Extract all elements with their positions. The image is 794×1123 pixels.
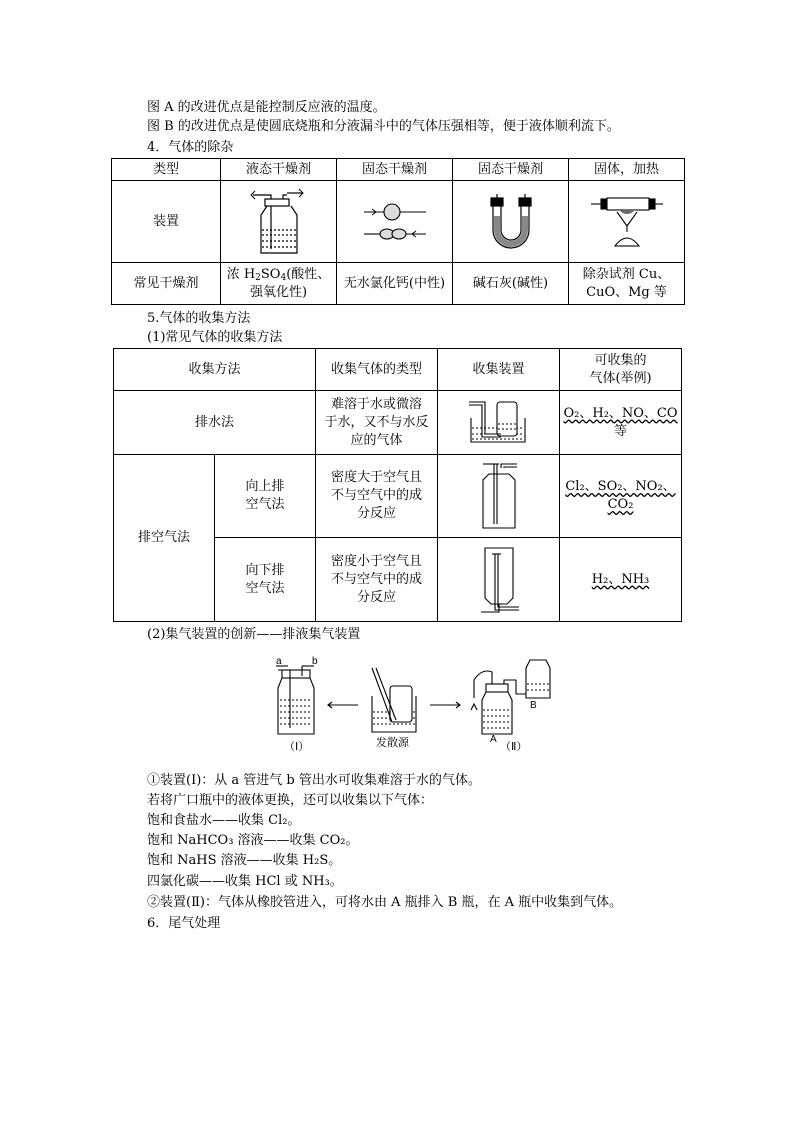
air-up-examples [560,455,682,538]
label-device-II: （Ⅱ） [500,741,528,753]
intro-line-a: 图 A 的改进优点是能控制反应液的温度。 [147,100,386,115]
air-down-device [438,538,560,622]
air-up-type-2: 不与空气中的成 [331,488,423,503]
air-up-method [215,455,316,538]
air-down-method-2: 空气法 [245,580,285,596]
note-1: ①装置(Ⅰ)：从 a 管进气 b 管出水可收集难溶于水的气体。 [147,773,481,788]
section5-sub1: (1)常见气体的收集方法 [147,330,283,345]
water-examples [560,391,682,455]
drying-header-liquid: 液态干燥剂 [221,159,337,181]
air-down-type-2: 不与空气中的成 [331,571,423,587]
drying-header-type: 类型 [112,159,221,181]
label-source: 发散源 [376,737,409,749]
water-type-2: 于水，又不与水反 [324,414,429,430]
water-examples-2: 等 [614,423,628,439]
intro-line-b: 图 B 的改进优点是使圆底烧瓶和分液漏斗中的气体压强相等，便于液体顺利流下。 [147,119,620,134]
agent-heat-line1: 除杂试剂 Cu、 [582,266,671,282]
label-A: A [490,734,497,745]
heated-tube-diagram [589,190,665,254]
water-device [438,391,560,455]
upward-air-diagram [477,460,521,532]
collect-header-examples [560,349,682,391]
wash-bottle-diagram [249,185,309,259]
section5-sub2: (2)集气装置的创新——排液集气装置 [147,627,361,642]
agent-liquid-line2: 强氧化性) [249,284,308,300]
air-down-examples: H₂、NH₃ [560,538,682,622]
collect-header-examples-2: 气体(举例) [589,370,652,386]
agent-liquid [221,263,337,305]
water-examples-1: O₂、H₂、NO、CO [563,405,678,421]
air-up-type-3: 分反应 [357,506,397,521]
air-down-type-3: 分反应 [357,589,397,605]
air-up-method-1: 向上排 [245,479,285,494]
agent-liquid-post: (酸性、 [286,266,331,282]
air-down-method [215,538,316,622]
note-6: 四氯化碳——收集 HCl 或 NH₃。 [147,874,343,889]
water-type-3: 应的气体 [350,432,403,448]
collect-header-gas-type: 收集气体的类型 [316,349,438,391]
agent-solid-2: 碱石灰(碱性) [453,263,569,305]
agent-heat [569,263,685,305]
agent-liquid-pre: 浓 H [226,266,256,282]
section5-title: 5.气体的收集方法 [147,311,251,326]
water-gas-type [316,391,438,455]
air-up-device [438,455,560,538]
note-7: ②装置(Ⅱ)：气体从橡胶管进入，可将水由 A 瓶排入 B 瓶，在 A 瓶中收集到气体。 [147,895,623,910]
section4-title: 4．气体的除杂 [147,140,234,155]
air-up-examples-1: Cl₂、SO₂、NO₂、 [565,479,676,494]
drying-header-solid-2: 固态干燥剂 [453,159,569,181]
note-2: 若将广口瓶中的液体更换，还可以收集以下气体： [147,793,434,808]
wash-bottle-device [221,181,337,263]
water-method: 排水法 [114,391,316,455]
u-tube-device [453,181,569,263]
collect-header-examples-1: 可收集的 [594,352,647,368]
label-a: a [276,656,282,667]
air-method: 排空气法 [114,455,215,622]
innovation-diagram [268,650,558,760]
drying-header-heat: 固体，加热 [569,159,685,181]
note-5: 饱和 NaHS 溶液——收集 H₂S。 [147,853,342,868]
water-type-1: 难溶于水或微溶 [331,396,423,412]
heated-tube-device [569,181,685,263]
drying-table [111,158,685,305]
u-tube-diagram [485,192,537,252]
air-down-method-1: 向下排 [245,562,285,578]
air-down-type-1: 密度小于空气且 [331,553,423,569]
agent-liquid-sub2: 4 [280,272,287,283]
drying-tube-device [337,181,453,263]
air-up-method-2: 空气法 [245,497,285,512]
agent-solid-1: 无水氯化钙(中性) [337,263,453,305]
label-device-I: （Ⅰ） [284,741,310,753]
air-up-gas-type [316,455,438,538]
collection-table [113,348,682,622]
air-up-type-1: 密度大于空气且 [331,470,423,485]
note-3: 饱和食盐水——收集 Cl₂。 [147,813,301,828]
drying-header-solid-1: 固态干燥剂 [337,159,453,181]
agent-heat-line2: CuO、Mg 等 [586,284,667,300]
downward-air-diagram [477,544,521,616]
drying-tube-diagram [362,200,428,244]
collect-header-method: 收集方法 [114,349,316,391]
air-up-examples-2: CO₂ [607,497,634,512]
label-B: B [530,700,537,711]
air-down-gas-type [316,538,438,622]
collect-header-device: 收集装置 [438,349,560,391]
agent-liquid-mid: SO [260,266,281,282]
drying-row-agent-label: 常见干燥剂 [112,263,221,305]
label-b: b [312,656,318,667]
agent-liquid-sub1: 2 [255,272,261,283]
note-4: 饱和 NaHCO₃ 溶液——收集 CO₂。 [147,833,359,848]
water-collection-diagram [467,398,531,448]
section6-title: 6．尾气处理 [147,916,221,931]
drying-row-device-label: 装置 [112,181,221,263]
